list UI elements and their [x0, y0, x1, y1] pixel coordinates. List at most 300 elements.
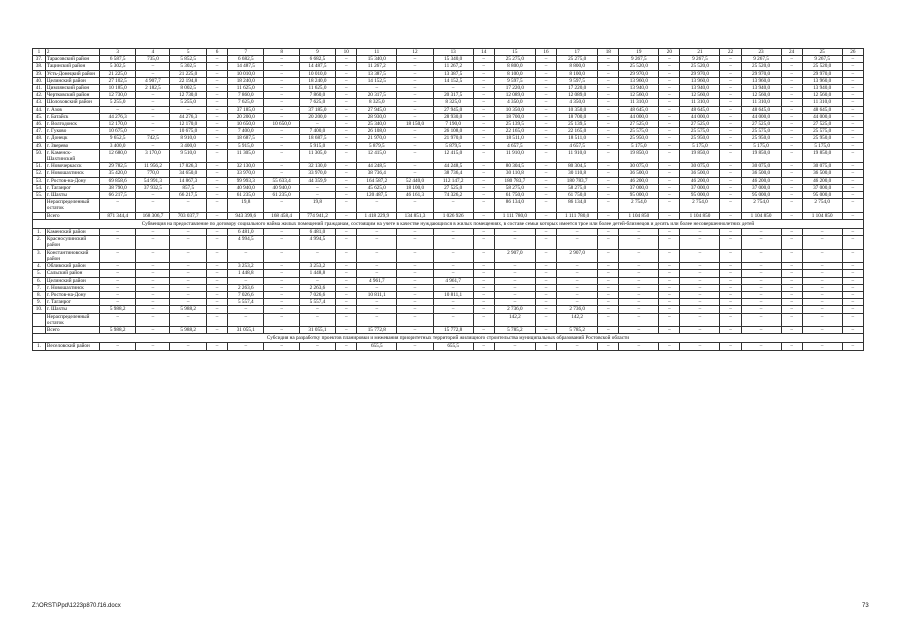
- cell-col-5: –: [170, 284, 206, 291]
- cell-col-7: 943 399,6: [228, 212, 264, 219]
- cell-col-8: –: [264, 99, 299, 106]
- cell-col-24: –: [781, 291, 802, 298]
- cell-col-16: –: [535, 236, 556, 249]
- cell-col-5: 5 988,2: [170, 326, 206, 333]
- cell-col-23: 13 940,0: [741, 85, 781, 92]
- cell-col-16: –: [535, 135, 556, 142]
- cell-col-14: –: [473, 299, 494, 306]
- cell-col-12: –: [397, 85, 433, 92]
- cell-col-23: –: [741, 313, 781, 326]
- cell-col-9: 18 240,0: [299, 77, 335, 84]
- cell-col-21: 2 754,0: [680, 199, 720, 212]
- cell-col-21: 46 200,0: [680, 177, 720, 184]
- cell-col-19: 25 520,0: [619, 63, 659, 70]
- cell-col-1: 3.: [33, 249, 46, 262]
- cell-col-22: –: [720, 56, 741, 63]
- section-title: Субсидия на разработку проектов планировки и межевания приоритетных территорий жилищного строительства муниципальных образований Ростовской области: [33, 334, 864, 343]
- cell-col-8: –: [264, 135, 299, 142]
- cell-col-8: –: [264, 63, 299, 70]
- cell-col-20: –: [659, 70, 680, 77]
- cell-col-3: 6 587,5: [99, 56, 135, 63]
- cell-col-13: 27 525,0: [433, 184, 473, 191]
- cell-col-6: –: [206, 92, 227, 99]
- cell-col-3: 66 217,5: [99, 192, 135, 199]
- cell-col-15: 2 736,0: [494, 306, 535, 313]
- cell-col-20: –: [659, 163, 680, 170]
- cell-col-8: –: [264, 70, 299, 77]
- cell-col-1: 46.: [33, 121, 46, 128]
- cell-col-17: 17 220,0: [557, 85, 598, 92]
- cell-col-21: 44 000,0: [680, 113, 720, 120]
- cell-col-19: 13 960,0: [619, 77, 659, 84]
- cell-col-10: –: [336, 121, 357, 128]
- cell-col-25: –: [802, 263, 842, 270]
- cell-col-5: 66 217,5: [170, 192, 206, 199]
- table-row: [33, 121, 864, 128]
- cell-col-9: 19,8: [299, 199, 335, 212]
- cell-col-15: 142,2: [494, 313, 535, 326]
- cell-col-25: –: [802, 229, 842, 236]
- cell-col-26: –: [842, 142, 863, 149]
- cell-col-26: –: [842, 263, 863, 270]
- cell-col-2: Веселовский район: [45, 343, 99, 350]
- cell-col-18: –: [598, 77, 619, 84]
- cell-col-5: 14 867,3: [170, 177, 206, 184]
- cell-col-4: –: [136, 192, 170, 199]
- cell-col-19: –: [619, 229, 659, 236]
- cell-col-5: 12 730,0: [170, 92, 206, 99]
- cell-col-25: 27 525,0: [802, 121, 842, 128]
- cell-col-11: 15 772,8: [357, 326, 397, 333]
- cell-col-24: –: [781, 63, 802, 70]
- document-page: [32, 48, 864, 351]
- cell-col-12: 18 150,0: [397, 121, 433, 128]
- cell-col-5: 5 255,0: [170, 99, 206, 106]
- cell-col-2: Всего: [45, 212, 99, 219]
- cell-col-4: –: [136, 291, 170, 298]
- cell-col-24: –: [781, 177, 802, 184]
- cell-col-6: –: [206, 313, 227, 326]
- table-row: [33, 177, 864, 184]
- cell-col-4: –: [136, 343, 170, 350]
- cell-col-13: 8 325,0: [433, 99, 473, 106]
- cell-col-19: –: [619, 263, 659, 270]
- cell-col-2: Целинский район: [45, 77, 99, 84]
- cell-col-14: –: [473, 149, 494, 162]
- cell-col-21: –: [680, 291, 720, 298]
- cell-col-21: 13 940,0: [680, 85, 720, 92]
- cell-col-9: 31 055,1: [299, 326, 335, 333]
- cell-col-21: 30 075,0: [680, 163, 720, 170]
- cell-col-3: 10 185,0: [99, 85, 135, 92]
- cell-col-22: –: [720, 149, 741, 162]
- cell-col-26: –: [842, 135, 863, 142]
- cell-col-11: 44 248,5: [357, 163, 397, 170]
- cell-col-12: –: [397, 142, 433, 149]
- cell-col-5: –: [170, 291, 206, 298]
- cell-col-25: –: [802, 270, 842, 277]
- cell-col-7: 5 557,4: [228, 299, 264, 306]
- cell-col-11: 1 418 229,9: [357, 212, 397, 219]
- cell-col-9: 7 400,0: [299, 128, 335, 135]
- cell-col-19: –: [619, 306, 659, 313]
- cell-col-20: –: [659, 135, 680, 142]
- cell-col-11: 14 152,5: [357, 77, 397, 84]
- cell-col-25: –: [802, 326, 842, 333]
- cell-col-2: Красносулинский район: [45, 236, 99, 249]
- cell-col-9: –: [299, 192, 335, 199]
- cell-col-4: –: [136, 263, 170, 270]
- cell-col-15: 12 089,0: [494, 92, 535, 99]
- cell-col-19: 25 575,0: [619, 128, 659, 135]
- cell-col-26: –: [842, 163, 863, 170]
- cell-col-7: 31 055,1: [228, 326, 264, 333]
- cell-col-2: г. Азов: [45, 106, 99, 113]
- cell-col-20: –: [659, 277, 680, 284]
- cell-col-8: –: [264, 299, 299, 306]
- cell-col-16: –: [535, 121, 556, 128]
- cell-col-1: [33, 199, 46, 212]
- cell-col-11: 11: [357, 49, 397, 56]
- cell-col-25: –: [802, 306, 842, 313]
- cell-col-16: –: [535, 128, 556, 135]
- cell-col-18: –: [598, 299, 619, 306]
- cell-col-3: –: [99, 249, 135, 262]
- cell-col-21: 21: [680, 49, 720, 56]
- cell-col-24: –: [781, 135, 802, 142]
- cell-col-22: –: [720, 113, 741, 120]
- cell-col-5: –: [170, 313, 206, 326]
- cell-col-15: 4 657,5: [494, 142, 535, 149]
- cell-col-3: –: [99, 284, 135, 291]
- cell-col-3: 3 400,0: [99, 142, 135, 149]
- cell-col-18: –: [598, 291, 619, 298]
- cell-col-15: 58 275,0: [494, 184, 535, 191]
- cell-col-11: 8 325,0: [357, 99, 397, 106]
- cell-col-13: –: [433, 229, 473, 236]
- cell-col-10: –: [336, 299, 357, 306]
- cell-col-10: –: [336, 170, 357, 177]
- cell-col-6: –: [206, 121, 227, 128]
- cell-col-17: 4 350,0: [557, 99, 598, 106]
- cell-col-16: –: [535, 229, 556, 236]
- cell-col-14: –: [473, 177, 494, 184]
- cell-col-20: –: [659, 270, 680, 277]
- cell-col-20: –: [659, 284, 680, 291]
- cell-col-22: –: [720, 229, 741, 236]
- cell-col-20: –: [659, 249, 680, 262]
- cell-col-21: –: [680, 263, 720, 270]
- cell-col-24: –: [781, 184, 802, 191]
- cell-col-1: 39.: [33, 70, 46, 77]
- cell-col-26: –: [842, 299, 863, 306]
- cell-col-25: 1 104 850: [802, 212, 842, 219]
- cell-col-3: 9 652,5: [99, 135, 135, 142]
- cell-col-18: –: [598, 92, 619, 99]
- cell-col-24: –: [781, 128, 802, 135]
- table-row: [33, 212, 864, 219]
- cell-col-23: 12 560,0: [741, 92, 781, 99]
- cell-col-20: –: [659, 77, 680, 84]
- cell-col-14: –: [473, 70, 494, 77]
- cell-col-14: –: [473, 212, 494, 219]
- cell-col-24: –: [781, 249, 802, 262]
- cell-col-25: 5 175,0: [802, 142, 842, 149]
- cell-col-21: –: [680, 313, 720, 326]
- cell-col-12: –: [397, 277, 433, 284]
- cell-col-17: 61 750,0: [557, 192, 598, 199]
- cell-col-25: 44 000,0: [802, 113, 842, 120]
- cell-col-4: –: [136, 326, 170, 333]
- cell-col-11: 164 587,2: [357, 177, 397, 184]
- cell-col-25: –: [802, 284, 842, 291]
- cell-col-11: 12 415,0: [357, 149, 397, 162]
- cell-col-9: 32 130,0: [299, 163, 335, 170]
- cell-col-17: 1 111 780,0: [557, 212, 598, 219]
- cell-col-21: 5 175,0: [680, 142, 720, 149]
- cell-col-9: 44 359,9: [299, 177, 335, 184]
- cell-col-10: –: [336, 249, 357, 262]
- cell-col-21: –: [680, 326, 720, 333]
- cell-col-10: –: [336, 56, 357, 63]
- cell-col-9: 2 263,6: [299, 284, 335, 291]
- cell-col-4: –: [136, 277, 170, 284]
- cell-col-7: 14 487,5: [228, 63, 264, 70]
- cell-col-8: –: [264, 291, 299, 298]
- cell-col-24: –: [781, 326, 802, 333]
- cell-col-12: –: [397, 63, 433, 70]
- cell-col-22: –: [720, 291, 741, 298]
- cell-col-7: 19,8: [228, 199, 264, 212]
- cell-col-4: –: [136, 284, 170, 291]
- cell-col-26: –: [842, 343, 863, 350]
- cell-col-9: 1 448,8: [299, 270, 335, 277]
- cell-col-15: 18 700,0: [494, 113, 535, 120]
- cell-col-20: 20: [659, 49, 680, 56]
- cell-col-14: –: [473, 313, 494, 326]
- cell-col-4: –: [136, 63, 170, 70]
- cell-col-21: 25 520,0: [680, 63, 720, 70]
- cell-col-5: 10 675,0: [170, 128, 206, 135]
- cell-col-21: 36 500,0: [680, 170, 720, 177]
- cell-col-5: 5 988,2: [170, 306, 206, 313]
- cell-col-8: –: [264, 326, 299, 333]
- cell-col-10: –: [336, 149, 357, 162]
- cell-col-11: –: [357, 306, 397, 313]
- cell-col-5: 5 302,5: [170, 63, 206, 70]
- cell-col-9: 14 487,5: [299, 63, 335, 70]
- cell-col-14: –: [473, 63, 494, 70]
- cell-col-5: 9 510,0: [170, 149, 206, 162]
- cell-col-11: 10 811,1: [357, 291, 397, 298]
- cell-col-23: 95 000,0: [741, 192, 781, 199]
- cell-col-10: –: [336, 92, 357, 99]
- table-row: [33, 163, 864, 170]
- cell-col-10: –: [336, 229, 357, 236]
- cell-col-10: –: [336, 284, 357, 291]
- cell-col-15: 1 111 780,0: [494, 212, 535, 219]
- cell-col-17: –: [557, 270, 598, 277]
- cell-col-7: 99 993,3: [228, 177, 264, 184]
- cell-col-24: –: [781, 113, 802, 120]
- cell-col-16: –: [535, 63, 556, 70]
- cell-col-20: –: [659, 177, 680, 184]
- cell-col-6: –: [206, 263, 227, 270]
- cell-col-20: –: [659, 99, 680, 106]
- cell-col-2: 2: [45, 49, 99, 56]
- cell-col-12: –: [397, 249, 433, 262]
- cell-col-26: –: [842, 212, 863, 219]
- cell-col-1: [33, 326, 46, 333]
- cell-col-8: –: [264, 142, 299, 149]
- cell-col-13: –: [433, 85, 473, 92]
- cell-col-20: –: [659, 170, 680, 177]
- cell-col-4: –: [136, 270, 170, 277]
- cell-col-16: –: [535, 77, 556, 84]
- table-row: [33, 306, 864, 313]
- cell-col-16: –: [535, 113, 556, 120]
- cell-col-18: –: [598, 284, 619, 291]
- cell-col-20: –: [659, 229, 680, 236]
- cell-col-22: –: [720, 142, 741, 149]
- cell-col-25: 25 520,0: [802, 63, 842, 70]
- cell-col-12: 18 100,0: [397, 184, 433, 191]
- cell-col-18: –: [598, 192, 619, 199]
- cell-col-26: –: [842, 113, 863, 120]
- cell-col-14: –: [473, 85, 494, 92]
- cell-col-13: 12 415,0: [433, 149, 473, 162]
- cell-col-8: –: [264, 149, 299, 162]
- cell-col-25: 48 645,0: [802, 106, 842, 113]
- cell-col-12: –: [397, 113, 433, 120]
- cell-col-14: –: [473, 77, 494, 84]
- cell-col-23: 1 104 850: [741, 212, 781, 219]
- cell-col-1: 53.: [33, 177, 46, 184]
- cell-col-11: 13 387,5: [357, 70, 397, 77]
- cell-col-2: Усть-Донецкий район: [45, 70, 99, 77]
- cell-col-19: –: [619, 249, 659, 262]
- cell-col-15: 25 139,5: [494, 121, 535, 128]
- cell-col-6: –: [206, 56, 227, 63]
- budget-table: [32, 48, 864, 351]
- cell-col-10: –: [336, 85, 357, 92]
- cell-col-19: 48 645,0: [619, 106, 659, 113]
- cell-col-3: –: [99, 263, 135, 270]
- cell-col-4: –: [136, 306, 170, 313]
- cell-col-12: –: [397, 149, 433, 162]
- cell-col-4: 168 306,7: [136, 212, 170, 219]
- cell-col-5: –: [170, 299, 206, 306]
- cell-col-26: –: [842, 277, 863, 284]
- cell-col-9: 11 625,0: [299, 85, 335, 92]
- cell-col-13: –: [433, 199, 473, 212]
- cell-col-22: –: [720, 92, 741, 99]
- cell-col-13: 655,5: [433, 343, 473, 350]
- cell-col-2: Тацинский район: [45, 63, 99, 70]
- cell-col-14: –: [473, 270, 494, 277]
- table-row: [33, 106, 864, 113]
- cell-col-14: –: [473, 192, 494, 199]
- cell-col-14: –: [473, 291, 494, 298]
- cell-col-6: –: [206, 277, 227, 284]
- cell-col-20: –: [659, 326, 680, 333]
- table-row: [33, 343, 864, 350]
- cell-col-19: 5 175,0: [619, 142, 659, 149]
- cell-col-22: –: [720, 170, 741, 177]
- cell-col-13: 20 317,5: [433, 92, 473, 99]
- cell-col-19: –: [619, 299, 659, 306]
- cell-col-10: –: [336, 199, 357, 212]
- section-header: [33, 334, 864, 343]
- cell-col-26: –: [842, 92, 863, 99]
- cell-col-7: 7 026,6: [228, 291, 264, 298]
- cell-col-12: –: [397, 163, 433, 170]
- cell-col-12: –: [397, 299, 433, 306]
- table-row: [33, 92, 864, 99]
- cell-col-18: –: [598, 106, 619, 113]
- cell-col-8: 61 235,0: [264, 192, 299, 199]
- cell-col-1: 41.: [33, 85, 46, 92]
- cell-col-7: 11 305,0: [228, 149, 264, 162]
- cell-col-19: –: [619, 236, 659, 249]
- cell-col-12: –: [397, 326, 433, 333]
- cell-col-15: 8 100,0: [494, 70, 535, 77]
- cell-col-25: 25 575,0: [802, 128, 842, 135]
- cell-col-5: –: [170, 270, 206, 277]
- cell-col-24: –: [781, 106, 802, 113]
- cell-col-13: 1 026 926: [433, 212, 473, 219]
- cell-col-3: –: [99, 199, 135, 212]
- cell-col-22: –: [720, 236, 741, 249]
- cell-col-3: 3: [99, 49, 135, 56]
- cell-col-3: –: [99, 270, 135, 277]
- cell-col-16: –: [535, 70, 556, 77]
- cell-col-23: –: [741, 229, 781, 236]
- cell-col-22: –: [720, 313, 741, 326]
- cell-col-1: 43.: [33, 99, 46, 106]
- cell-col-8: –: [264, 128, 299, 135]
- cell-col-4: 11 956,2: [136, 163, 170, 170]
- cell-col-3: 5 988,2: [99, 306, 135, 313]
- cell-col-24: –: [781, 192, 802, 199]
- section-title: Субвенция на предоставление по договору социального найма жилых помещений гражданам, состоящим на учете в качестве нуждающихся в жилых помещениях, в составе семьи которых имеется трое или более детей-близнецов и десять или более несовершеннолетних детей: [33, 219, 864, 228]
- cell-col-20: –: [659, 192, 680, 199]
- cell-col-21: –: [680, 277, 720, 284]
- cell-col-21: –: [680, 236, 720, 249]
- cell-col-7: –: [228, 249, 264, 262]
- cell-col-7: 11 625,0: [228, 85, 264, 92]
- cell-col-16: –: [535, 313, 556, 326]
- cell-col-12: –: [397, 284, 433, 291]
- cell-col-13: 13: [433, 49, 473, 56]
- cell-col-3: 12 170,0: [99, 121, 135, 128]
- table-row: [33, 313, 864, 326]
- cell-col-8: –: [264, 106, 299, 113]
- cell-col-9: 6 682,5: [299, 56, 335, 63]
- cell-col-12: –: [397, 270, 433, 277]
- cell-col-17: 5 785,2: [557, 326, 598, 333]
- cell-col-12: –: [397, 313, 433, 326]
- cell-col-25: 37 000,0: [802, 184, 842, 191]
- cell-col-19: –: [619, 326, 659, 333]
- cell-col-15: 61 750,0: [494, 192, 535, 199]
- cell-col-7: 1 448,8: [228, 270, 264, 277]
- cell-col-10: –: [336, 277, 357, 284]
- cell-col-13: –: [433, 284, 473, 291]
- cell-col-16: –: [535, 163, 556, 170]
- cell-col-20: –: [659, 299, 680, 306]
- cell-col-10: –: [336, 263, 357, 270]
